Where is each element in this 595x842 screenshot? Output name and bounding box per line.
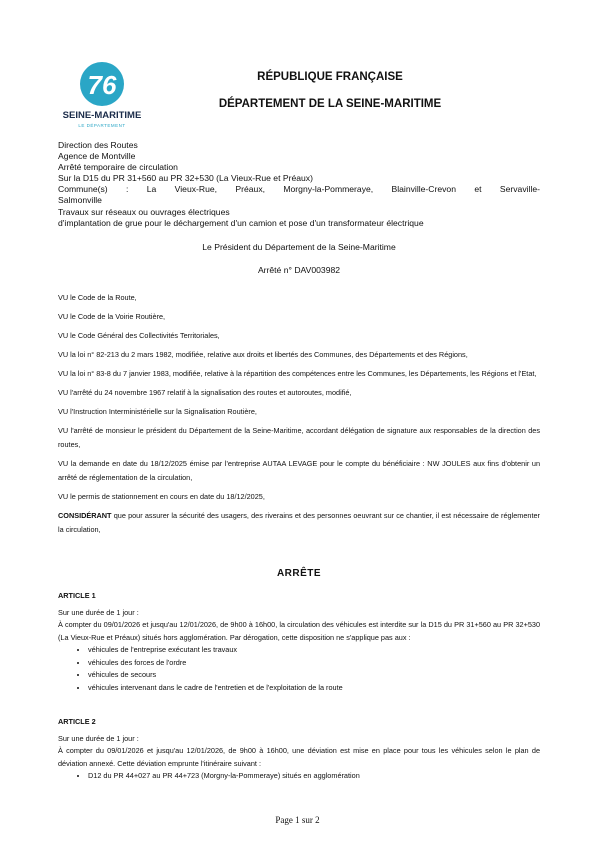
list-item: • véhicules intervenant dans le cadre de l'entretien et de l'exploitation de la route — [88, 682, 540, 695]
vu-item: VU le permis de stationnement en cours en date du 18/12/2025, — [58, 492, 265, 501]
article-1-duration: Sur une durée de 1 jour : — [58, 607, 139, 617]
vu-item: VU la loi n° 82-213 du 2 mars 1982, modifiée, relative aux droits et libertés des Communes, des Départements et des Régions, — [58, 350, 468, 359]
considerant-text: que pour assurer la sécurité des usagers, des riverains et des personnes oeuvrant sur ce chantier, il est nécessaire de réglementer la circulation, — [58, 511, 540, 534]
article-2-duration: Sur une durée de 1 jour : — [58, 733, 139, 743]
article-1-title: ARTICLE 1 — [58, 591, 96, 600]
arrete-number: Arrêté n° DAV003982 — [257, 265, 341, 275]
decree-type-line: Arrêté temporaire de circulation — [58, 162, 178, 173]
list-item: • véhicules de secours — [88, 669, 540, 682]
republic-heading: RÉPUBLIQUE FRANÇAISE — [257, 71, 403, 83]
article-2-title: ARTICLE 2 — [58, 717, 96, 726]
article-1-exceptions — [58, 644, 540, 694]
vu-item: VU la loi n° 83-8 du 7 janvier 1983, modifiée, relative à la répartition des compétences entre les Communes, les Départements, les Régions et l'Etat, — [58, 369, 537, 378]
considerant-label: CONSIDÉRANT — [58, 511, 112, 520]
vu-item: VU l'arrêté de monsieur le président du Département de la Seine-Maritime, accordant délégation de signature aux responsables de la direction des routes, — [58, 426, 540, 449]
communes-line-continued: Salmonville — [58, 195, 102, 206]
vu-item: VU le Code de la Voirie Routière, — [58, 312, 166, 321]
arrete-heading: ARRÊTE — [276, 568, 322, 579]
vu-item: VU l'arrêté du 24 novembre 1967 relatif à la signalisation des routes et autoroutes, modifié, — [58, 388, 352, 397]
vu-item: VU le Code Général des Collectivités Territoriales, — [58, 331, 220, 340]
agency-line: Agence de Montville — [58, 151, 136, 162]
article-2-itinerary — [58, 770, 540, 783]
vu-item: VU l'Instruction Interministérielle sur la Signalisation Routière, — [58, 407, 257, 416]
department-logo — [62, 56, 142, 132]
considerant-paragraph — [58, 509, 540, 537]
list-item: • véhicules des forces de l'ordre — [88, 657, 540, 670]
vu-item: VU la demande en date du 18/12/2025 émise par l'entreprise AUTAA LEVAGE pour le compte du bénéficiaire : NW JOULES aux fins d'obtenir un arrêté de réglementation de la circulation, — [58, 459, 540, 482]
list-item: • véhicules de l'entreprise exécutant les travaux — [88, 644, 540, 657]
vu-list — [58, 291, 540, 542]
road-section-line: Sur la D15 du PR 31+560 au PR 32+530 (La Vieux-Rue et Préaux) — [58, 173, 313, 184]
list-item: • D12 du PR 44+027 au PR 44+723 (Morgny-la-Pommeraye) situés en agglomération — [88, 770, 540, 783]
logo-number: 76 — [87, 70, 117, 100]
logo-tagline: LE DÉPARTEMENT — [78, 123, 126, 128]
works-description-line: d'implantation de grue pour le déchargement d'un camion et pose d'un transformateur électrique — [58, 217, 424, 228]
vu-item: VU le Code de la Route, — [58, 293, 137, 302]
article-2-text: À compter du 09/01/2026 et jusqu'au 12/01/2026, de 9h00 à 16h00, une déviation est mise en place pour tous les véhicules selon le plan de déviation annexé. Cette déviation emprunte l'itinéraire suivant : — [58, 746, 540, 768]
article-2 — [58, 716, 540, 783]
works-type-line: Travaux sur réseaux ou ouvrages électriques — [58, 206, 230, 217]
page-number: Page 1 sur 2 — [275, 815, 320, 825]
logo-name: SEINE-MARITIME — [62, 110, 142, 121]
article-1 — [58, 590, 540, 694]
article-1-text: À compter du 09/01/2026 et jusqu'au 12/01/2026, de 9h00 à 16h00, la circulation des véhicules est interdite sur la D15 du PR 31+560 au PR 32+530 (La Vieux-Rue et Préaux) situés hors agglomération. Par dérogation, cette disposition ne s'applique pas aux : — [58, 620, 540, 642]
communes-line: Commune(s) : La Vieux-Rue, Préaux, Morgny-la-Pommeraye, Blainville-Crevon et Servaville- — [58, 184, 540, 195]
president-line: Le Président du Département de la Seine-Maritime — [202, 242, 396, 252]
info-block — [58, 140, 540, 229]
department-heading: DÉPARTEMENT DE LA SEINE-MARITIME — [218, 98, 442, 110]
direction-line: Direction des Routes — [58, 140, 138, 150]
